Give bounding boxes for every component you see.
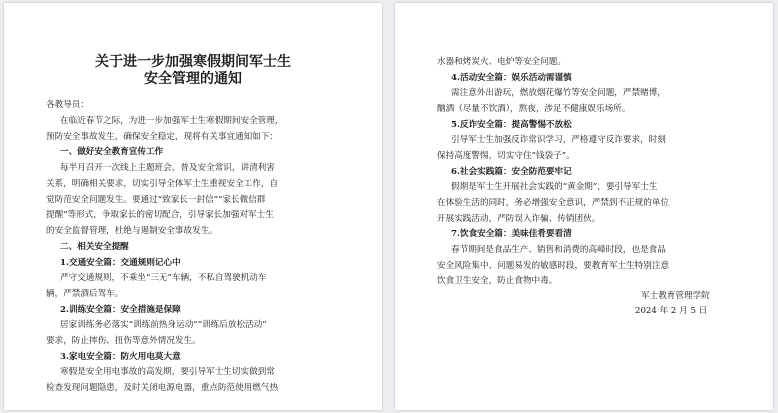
paragraph-line: 需注意外出游玩，燃放烟花爆竹等安全问题，严禁赌博， xyxy=(451,88,666,98)
paragraph-line: 寒假是安全用电事故的高发期，要引导军士生切实做到常 xyxy=(60,367,275,377)
intro-line: 预防安全事故发生，确保安全稳定，现将有关事宜通知如下： xyxy=(46,132,279,142)
paragraph-line: 关系，明确相关要求，切实引导全体军士生重视安全工作，自 xyxy=(46,179,279,189)
paragraph-line: 水器和烤炭火、电炉等安全问题。 xyxy=(437,57,566,67)
paragraph-line: 要求，防止摔伤、扭伤等意外情况发生。 xyxy=(46,336,201,346)
paragraph-line: 引导军士生加强反诈常识学习，严格遵守反诈要求，时刻 xyxy=(451,135,666,145)
salutation: 各教导员： xyxy=(46,100,89,110)
paragraph-line: 严守交通规则，不乘坐“三无”车辆，不私自驾驶机动车 xyxy=(60,273,267,283)
item-heading: 2.训练安全篇：安全措施是保障 xyxy=(60,305,181,315)
signature-org: 军士教育管理学院 xyxy=(641,291,710,301)
paragraph-line: 检查发现问题隐患，及时关闭电源电器，重点防范使用燃气热 xyxy=(46,383,279,393)
paragraph-line: 觉防范安全问题发生。要通过“致家长一封信”“家长微信群 xyxy=(46,195,266,205)
paragraph-line: 保持高度警惕，切实守住“钱袋子”。 xyxy=(437,151,575,161)
paragraph-line: 开展实践活动，严防误入诈骗、传销团伙。 xyxy=(437,214,601,224)
paragraph-line: 春节期间是食品生产、销售和消费的高峰时段，也是食品 xyxy=(451,245,666,255)
item-heading: 1.交通安全篇：交通规则记心中 xyxy=(60,258,181,268)
document-page-right xyxy=(395,3,773,410)
item-heading: 4.活动安全篇：娱乐活动需谨慎 xyxy=(451,73,572,83)
item-heading: 7.饮食安全篇：美味佳肴要看清 xyxy=(451,229,572,239)
intro-line: 在临近春节之际，为进一步加强军士生寒假期间安全管理， xyxy=(60,116,284,126)
section-heading: 一、做好安全教育宣传工作 xyxy=(60,147,164,157)
section-heading: 二、相关安全提醒 xyxy=(60,242,129,252)
item-heading: 6.社会实践篇：安全防范要牢记 xyxy=(451,167,572,177)
document-page-left xyxy=(4,3,382,410)
paragraph-line: 假期是军士生开展社会实践的“黄金期”，要引导军士生 xyxy=(451,182,658,192)
signature-date: 2024 年 2 月 5 日 xyxy=(635,306,708,316)
item-heading: 3.家电安全篇：防火用电莫大意 xyxy=(60,352,181,362)
item-heading: 5.反诈安全篇：提高警惕不放松 xyxy=(451,120,572,130)
paragraph-line: 提醒”等形式，争取家长的密切配合，引导家长加强对军士生 xyxy=(46,210,274,220)
paragraph-line: 居家训练务必落实“训练前热身运动”“训练后放松活动” xyxy=(60,320,267,330)
paragraph-line: 酗酒（尽量不饮酒），熬夜，涉足不健康娱乐场所。 xyxy=(437,104,631,114)
paragraph-line: 的安全监督管理，杜绝与遏制安全事故发生。 xyxy=(46,226,218,236)
document-title-line-2: 安全管理的通知 xyxy=(144,71,242,87)
paragraph-line: 饮食卫生安全，防止食物中毒。 xyxy=(437,276,558,286)
document-title-line-1: 关于进一步加强寒假期间军士生 xyxy=(95,54,291,70)
paragraph-line: 安全风险集中、问题易发的敏感时段，要教育军士生特别注意 xyxy=(437,261,670,271)
paragraph-line: 每半月召开一次线上主题班会，普及安全常识，讲清利害 xyxy=(60,163,275,173)
paragraph-line: 在体验生活的同时，务必增强安全意识，严禁到不正规的单位 xyxy=(437,198,670,208)
paragraph-line: 辆，严禁酒后驾车。 xyxy=(46,289,124,299)
